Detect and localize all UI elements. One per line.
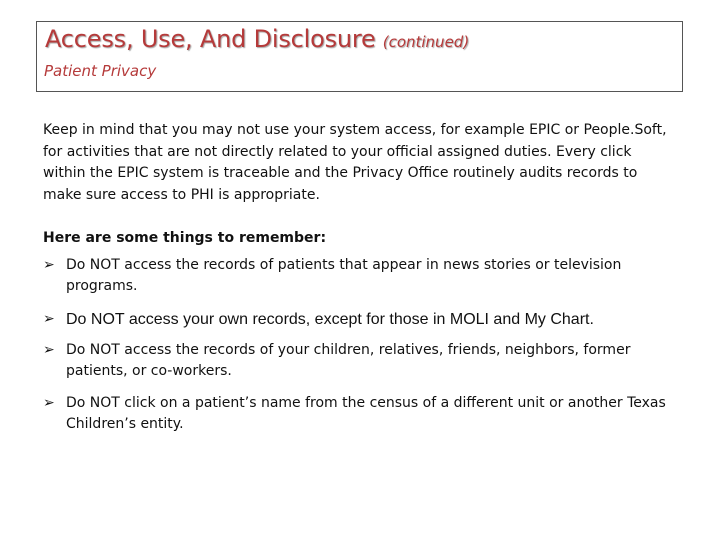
- title-main: Access, Use, And Disclosure: [45, 25, 376, 53]
- intro-paragraph: Keep in mind that you may not use your system access, for example EPIC or People.Soft, for activities that are not directly related to your official assigned duties. Every click within the EPIC system is traceable and the Privacy Office routinely audits records to make sure access to PHI is appropriate.: [43, 122, 667, 203]
- bullet-text: Do NOT access the records of your children, relatives, friends, neighbors, former patients, or co-workers.: [66, 342, 631, 379]
- bullet-text: Do NOT click on a patient’s name from the census of a different unit or another Texas Children’s entity.: [66, 395, 666, 432]
- arrow-bullet-icon: ➢: [43, 395, 55, 411]
- bullet-item: [43, 255, 683, 297]
- bullet-item: [43, 309, 683, 330]
- title-suffix: (continued): [382, 33, 470, 51]
- title-box: [36, 21, 683, 92]
- bullet-item: [43, 340, 683, 382]
- remember-heading: Here are some things to remember:: [43, 230, 327, 246]
- bullet-text: Do NOT access the records of patients that appear in news stories or television programs.: [66, 257, 622, 294]
- bullet-item: [43, 393, 683, 435]
- arrow-bullet-icon: ➢: [43, 311, 55, 327]
- arrow-bullet-icon: ➢: [43, 257, 55, 273]
- slide-title: [45, 25, 469, 53]
- bullet-text: Do NOT access your own records, except for those in MOLI and My Chart.: [66, 311, 594, 328]
- subtitle: Patient Privacy: [44, 62, 157, 80]
- arrow-bullet-icon: ➢: [43, 342, 55, 358]
